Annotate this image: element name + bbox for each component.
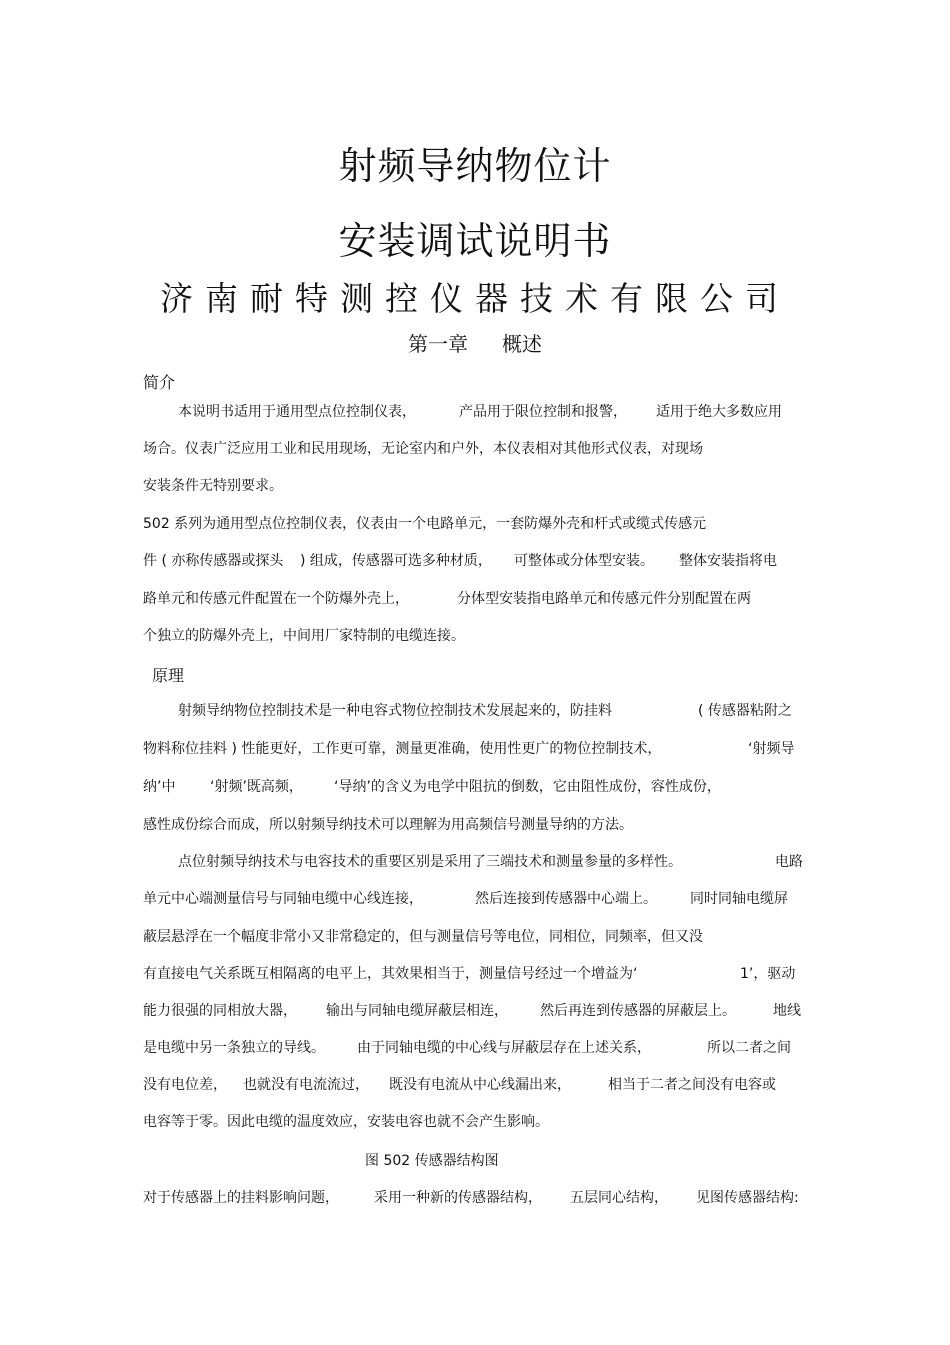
text-segment: 由于同轴电缆的中心线与屏蔽层存在上述关系， (357, 1040, 651, 1056)
text-segment: 物料称位挂料 ) 性能更好，工作更可靠，测量更准确，使用性更广的物位控制技术， (143, 741, 662, 757)
text-segment: 产品用于限位控制和报警， (459, 404, 627, 420)
figure-caption: 图 502 传感器结构图 (365, 1153, 499, 1169)
principle-line-12: 电容等于零。因此电缆的温度效应，安装电容也就不会产生影响。 (143, 1114, 549, 1130)
company-name: 济南耐特测控仪器技术有限公司 (160, 279, 790, 318)
text-segment: 能力很强的同相放大器， (143, 1003, 297, 1019)
text-segment: ) 组成，传感器可选多种材质， (300, 553, 492, 569)
text-segment: 1’，驱动 (740, 966, 796, 982)
principle-line-2 (143, 738, 794, 758)
text-segment: 对于传感器上的挂料影响问题， (143, 1190, 339, 1206)
document-title-line2: 安装调试说明书 (338, 219, 612, 263)
text-segment: 电路 (775, 854, 803, 870)
text-segment: 可整体或分体型安装。 (514, 553, 654, 569)
text-segment: 分体型安装指电路单元和传感元件分别配置在两 (457, 591, 751, 607)
principle-line-8 (143, 963, 795, 983)
section-heading-intro: 简介 (143, 373, 176, 392)
intro-line-3: 安装条件无特别要求。 (143, 478, 283, 494)
closing-line (143, 1187, 799, 1207)
document-title-line1: 射频导纳物位计 (338, 144, 612, 188)
text-segment: 适用于绝大多数应用 (656, 404, 782, 420)
text-segment: 相当于二者之间没有电容或 (608, 1077, 776, 1093)
intro-line-6 (143, 588, 751, 608)
principle-line-6 (143, 888, 788, 908)
principle-line-5 (178, 851, 803, 871)
principle-line-7: 蔽层悬浮在一个幅度非常小又非常稳定的，但与测量信号等电位，同相位，同频率，但又没 (143, 929, 703, 945)
text-segment: 整体安装指将电 (679, 553, 777, 569)
principle-line-4: 感性成份综合而成，所以射频导纳技术可以理解为用高频信号测量导纳的方法。 (143, 817, 633, 833)
intro-line-2: 场合。仪表广泛应用工业和民用现场，无论室内和户外，本仪表相对其他形式仪表，对现场 (143, 441, 703, 457)
text-segment: 有直接电气关系既互相隔离的电平上，其效果相当于，测量信号经过一个增益为‘ (143, 966, 638, 982)
principle-line-3 (143, 776, 721, 796)
text-segment: 件 ( 亦称传感器或探头 (143, 553, 284, 569)
text-segment: ( 传感器粘附之 (698, 703, 792, 719)
text-segment: 纳’中 (143, 779, 176, 795)
chapter-number: 第一章 (408, 332, 468, 356)
chapter-name: 概述 (502, 332, 542, 356)
principle-line-11 (143, 1074, 776, 1094)
text-segment: 射频导纳物位控制技术是一种电容式物位控制技术发展起来的，防挂料 (178, 703, 612, 719)
text-segment: 五层同心结构， (570, 1190, 668, 1206)
text-segment: 点位射频导纳技术与电容技术的重要区别是采用了三端技术和测量参量的多样性。 (178, 854, 682, 870)
text-segment: 没有电位差， (143, 1077, 227, 1093)
text-segment: 既没有电流从中心线漏出来， (389, 1077, 571, 1093)
section-heading-principle: 原理 (152, 666, 185, 685)
text-segment: 见图传感器结构: (696, 1190, 799, 1206)
text-segment: ‘导纳’的含义为电学中阻抗的倒数，它由阻性成份，容性成份， (334, 779, 721, 795)
intro-line-5 (143, 550, 777, 570)
principle-line-1 (178, 700, 792, 720)
text-segment: ‘射频’既高频， (210, 779, 303, 795)
principle-line-9 (143, 1000, 801, 1020)
text-segment: 采用一种新的传感器结构， (374, 1190, 542, 1206)
text-segment: ‘射频导 (748, 741, 795, 757)
text-segment: 本说明书适用于通用型点位控制仪表， (178, 404, 416, 420)
text-segment: 地线 (773, 1003, 801, 1019)
text-segment: 然后连接到传感器中心端上。 (475, 891, 657, 907)
text-segment: 是电缆中另一条独立的导线。 (143, 1040, 325, 1056)
intro-line-4: 502 系列为通用型点位控制仪表，仪表由一个电路单元，一套防爆外壳和杆式或缆式传感元 (143, 516, 707, 532)
text-segment: 路单元和传感元件配置在一个防爆外壳上， (143, 591, 409, 607)
intro-line-1 (178, 401, 782, 421)
text-segment: 单元中心端测量信号与同轴电缆中心线连接， (143, 891, 423, 907)
text-segment: 所以二者之间 (707, 1040, 791, 1056)
intro-line-7: 个独立的防爆外壳上，中间用厂家特制的电缆连接。 (143, 628, 465, 644)
text-segment: 输出与同轴电缆屏蔽层相连， (326, 1003, 508, 1019)
text-segment: 同时同轴电缆屏 (690, 891, 788, 907)
chapter-heading (0, 328, 950, 357)
text-segment: 也就没有电流流过， (243, 1077, 369, 1093)
principle-line-10 (143, 1037, 791, 1057)
text-segment: 然后再连到传感器的屏蔽层上。 (540, 1003, 736, 1019)
